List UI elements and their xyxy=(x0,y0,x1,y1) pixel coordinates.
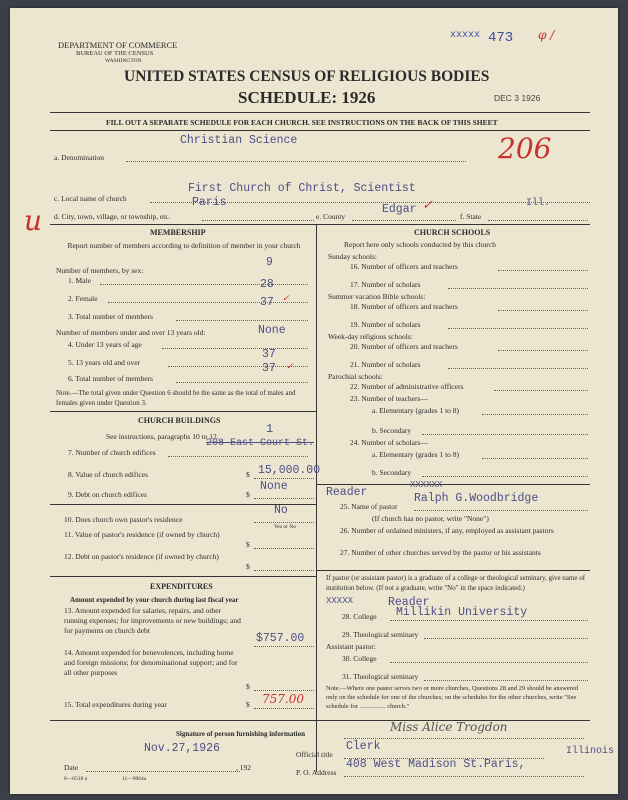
pastor-rule xyxy=(316,484,590,485)
membership-note: Note.—The total given under Question 6 should be the same as the total of males and females given under Question 3. xyxy=(56,389,296,407)
buildings-heading: CHURCH BUILDINGS xyxy=(138,416,221,425)
q28-line xyxy=(390,620,588,621)
schools-intro: Report here only schools conducted by this church xyxy=(344,240,496,249)
q1-line xyxy=(100,284,308,285)
q7-line xyxy=(168,456,308,457)
date-year-suffix: , 192 xyxy=(236,763,251,772)
schools-heading: CHURCH SCHOOLS xyxy=(414,228,491,237)
state-label: f. State xyxy=(460,212,482,221)
signature-line xyxy=(344,738,584,739)
q8-value: 15,000.00 xyxy=(258,464,321,477)
church-name-label: c. Local name of church xyxy=(54,194,127,203)
instruction-line: FILL OUT A SEPARATE SCHEDULE FOR EACH CHURCH. SEE INSTRUCTIONS ON THE BACK OF THIS SHEET xyxy=(106,118,498,127)
q9-line xyxy=(254,498,314,499)
denomination-value: Christian Science xyxy=(180,134,298,147)
q16-label: 16. Number of officers and teachers xyxy=(350,262,458,271)
county-line xyxy=(352,220,456,221)
pastor-title-struck: XXXXXX xyxy=(410,480,443,490)
buildings-intro: See instructions, paragraphs 10 to 12. xyxy=(106,432,219,441)
denomination-line xyxy=(126,161,466,162)
denomination-label: a. Denomination xyxy=(54,153,104,162)
bureau-label: BUREAU OF THE CENSUS xyxy=(76,50,154,57)
q17-label: 17. Number of scholars xyxy=(350,280,421,289)
header-rule-bottom xyxy=(50,130,590,131)
q8-label: 8. Value of church edifices xyxy=(68,470,149,479)
q23-label: 23. Number of teachers— xyxy=(350,394,428,403)
buildings-rule xyxy=(50,411,316,412)
pastor-name-value: Ralph G.Woodbridge xyxy=(414,492,539,505)
q11-line xyxy=(254,548,314,549)
q30-line xyxy=(390,662,588,663)
expenditures-intro: Amount expended by your church during last fiscal year xyxy=(70,596,239,604)
received-date-stamp: DEC 3 1926 xyxy=(494,93,541,103)
q14-line xyxy=(254,690,314,691)
q4-label: 4. Under 13 years of age xyxy=(68,340,142,349)
q2-label: 2. Female xyxy=(68,294,98,303)
q15-label: 15. Total expenditures during year xyxy=(64,700,167,709)
address-value: 408 West Madison St.Paris, xyxy=(346,758,526,771)
members-by-age-label: Number of members under and over 13 years old: xyxy=(56,328,206,337)
assistant-pastor-label: Assistant pastor: xyxy=(326,642,376,651)
date-value: Nov.27,1926 xyxy=(144,742,220,755)
q17-line xyxy=(448,288,588,289)
column-divider xyxy=(316,224,317,772)
q13-label: 13. Amount expended for salaries, repairs, and other running expenses; for improvements or new buildings; and for payments on church debt xyxy=(64,606,241,635)
q18-label: 18. Number of officers and teachers xyxy=(350,302,458,311)
county-value: Edgar xyxy=(382,203,417,216)
q4-line xyxy=(162,348,308,349)
q2-value: 28 xyxy=(260,278,274,291)
q9-value: None xyxy=(260,480,288,493)
q21-label: 21. Number of scholars xyxy=(350,360,421,369)
address-line xyxy=(344,776,584,777)
college-reader: Reader xyxy=(388,596,430,609)
address-label: P. O. Address xyxy=(296,768,337,777)
signature-value: Miss Alice Trogdon xyxy=(390,720,508,734)
signature-rule xyxy=(50,720,590,721)
college-struck: XXXXX xyxy=(326,596,354,606)
official-title-label: Official title xyxy=(296,750,333,759)
q21-line xyxy=(448,368,588,369)
q3-line xyxy=(176,320,308,321)
county-red-check: ✓ xyxy=(422,198,433,213)
pastor-note: Note.—Where one pastor serves two or more churches, Questions 28 and 29 should be answered only on the schedule for one of the churches; on the schedules for the other churches, write "See schedule for ................ church." xyxy=(326,685,578,710)
church-name-value: First Church of Christ, Scientist xyxy=(188,182,416,195)
q23a-label: a. Elementary (grades 1 to 8) xyxy=(372,406,460,415)
q30-label: 30. College xyxy=(342,654,377,663)
expenditures-rule xyxy=(50,576,316,577)
q23b-label: b. Secondary xyxy=(372,426,412,435)
q22-line xyxy=(494,390,588,391)
q10-label: 10. Does church own pastor's residence xyxy=(64,515,183,524)
q15-line xyxy=(254,708,314,709)
q5-label: 5. 13 years old and over xyxy=(68,358,141,367)
q7-label: 7. Number of church edifices xyxy=(68,448,156,457)
q25-hint: (If church has no pastor, write "None") xyxy=(372,514,489,523)
college-rule xyxy=(316,570,590,571)
q28-value: Millikin University xyxy=(396,606,528,619)
q6-label: 6. Total number of members xyxy=(68,374,153,383)
q5-value: 37 xyxy=(262,348,276,361)
pastor-title-reader: Reader xyxy=(326,486,368,499)
q28-label: 28. College xyxy=(342,612,377,621)
q31-line xyxy=(424,680,588,681)
members-by-sex-label: Number of members, by sex: xyxy=(56,266,144,275)
county-label: e. County xyxy=(316,212,346,221)
q6-line xyxy=(176,382,308,383)
yes-or-no-hint: Yes or No xyxy=(274,524,297,530)
header-rule-top xyxy=(50,112,590,113)
college-note: If pastor (or assistant pastor) is a graduate of a college or theological seminary, give name of institution below. (If not a graduate, write "No" in the space indicated.) xyxy=(326,574,586,592)
q12-label: 12. Debt on pastor's residence (if owned by church) xyxy=(64,552,219,561)
q8-line xyxy=(254,478,314,479)
q11-label: 11. Value of pastor's residence (if owned by church) xyxy=(64,530,220,539)
q7-value: 1 xyxy=(266,422,274,436)
city-label: WASHINGTON xyxy=(105,58,142,64)
membership-heading: MEMBERSHIP xyxy=(150,228,206,237)
q12-line xyxy=(254,570,314,571)
form-title: UNITED STATES CENSUS OF RELIGIOUS BODIES xyxy=(124,68,490,85)
q15-dollar: $ xyxy=(246,700,250,709)
red-letter-mark: u xyxy=(24,204,43,237)
q3-red-check: ✓ xyxy=(282,294,290,304)
file-number: 473 xyxy=(488,30,514,46)
q31-label: 31. Theological seminary xyxy=(342,672,419,681)
q16-line xyxy=(498,270,588,271)
q9-label: 9. Debt on church edifices xyxy=(68,490,147,499)
q20-label: 20. Number of officers and teachers xyxy=(350,342,458,351)
q26-label: 26. Number of ordained ministers, if any, employed as assistant pastors xyxy=(340,526,554,535)
q24a-label: a. Elementary (grades 1 to 8) xyxy=(372,450,460,459)
department-label: DEPARTMENT OF COMMERCE xyxy=(58,40,178,50)
q13-line xyxy=(254,646,314,647)
q6-value: 37 xyxy=(262,362,276,375)
q3-value: 37 xyxy=(260,296,274,309)
q13-value: $757.00 xyxy=(256,632,305,645)
red-206-mark: 206 xyxy=(498,132,552,165)
city-field-value: Paris xyxy=(192,196,227,209)
city-field-label: d. City, town, village, or township, etc. xyxy=(54,212,171,221)
q14-dollar: $ xyxy=(246,682,250,691)
schedule-title: SCHEDULE: 1926 xyxy=(238,88,376,107)
date-line xyxy=(86,771,240,772)
state-line xyxy=(488,220,588,221)
q4-value: None xyxy=(258,324,286,337)
q24b-label: b. Secondary xyxy=(372,468,412,477)
q7-address-struck: 208 East Court St. xyxy=(206,438,315,449)
q23b-line xyxy=(422,434,588,435)
q1-label: 1. Male xyxy=(68,276,91,285)
q12-dollar: $ xyxy=(246,562,250,571)
q24-label: 24. Number of scholars— xyxy=(350,438,428,447)
q24b-line xyxy=(422,476,588,477)
state-value: Ill. xyxy=(526,198,551,209)
q9-dollar: $ xyxy=(246,490,250,499)
q29-label: 29. Theological seminary xyxy=(342,630,419,639)
form-number: 8—6518 a xyxy=(64,776,88,782)
q10-line xyxy=(254,522,314,523)
q24a-line xyxy=(482,458,588,459)
q10-value: No xyxy=(274,504,288,517)
expenditures-heading: EXPENDITURES xyxy=(150,582,213,591)
q22-label: 22. Number of administrative officers xyxy=(350,382,464,391)
q15-handwritten-value: 757.00 xyxy=(262,692,304,706)
q25-line xyxy=(414,510,588,511)
summer-schools-label: Summer vacation Bible schools: xyxy=(328,292,426,301)
q25-label: 25. Name of pastor xyxy=(340,502,398,511)
membership-intro: Report number of members according to definition of member in your church xyxy=(67,241,301,250)
q19-line xyxy=(448,328,588,329)
q29-line xyxy=(424,638,588,639)
sunday-schools-label: Sunday schools: xyxy=(328,252,377,261)
official-title-value: Clerk xyxy=(346,740,381,753)
sections-rule-top xyxy=(50,224,590,225)
q3-label: 3. Total number of members xyxy=(68,312,153,321)
q27-label: 27. Number of other churches served by the pastor or his assistants xyxy=(340,548,541,557)
address-state-value: Illinois xyxy=(566,746,615,757)
census-schedule-form xyxy=(10,8,618,794)
date-label: Date xyxy=(64,763,79,772)
q20-line xyxy=(498,350,588,351)
q23a-line xyxy=(482,414,588,415)
file-number-prefix: xxxxx xyxy=(450,30,481,41)
weekday-schools-label: Week-day religious schools: xyxy=(328,332,413,341)
q2-line xyxy=(108,302,308,303)
form-number-2: 11—9064a xyxy=(122,776,147,782)
city-field-line xyxy=(202,220,314,221)
parochial-schools-label: Parochial schools: xyxy=(328,372,383,381)
q6-red-check: ✓ xyxy=(286,362,294,372)
red-check-mark: φ / xyxy=(538,28,555,42)
q14-label: 14. Amount expended for benevolences, including home and foreign missions; for denominational support; and for all other purposes xyxy=(64,648,238,677)
signature-label: Signature of person furnishing information xyxy=(176,730,305,738)
q19-label: 19. Number of scholars xyxy=(350,320,421,329)
q11-dollar: $ xyxy=(246,540,250,549)
q8-dollar: $ xyxy=(246,470,250,479)
q18-line xyxy=(498,310,588,311)
q1-value: 9 xyxy=(266,256,273,269)
